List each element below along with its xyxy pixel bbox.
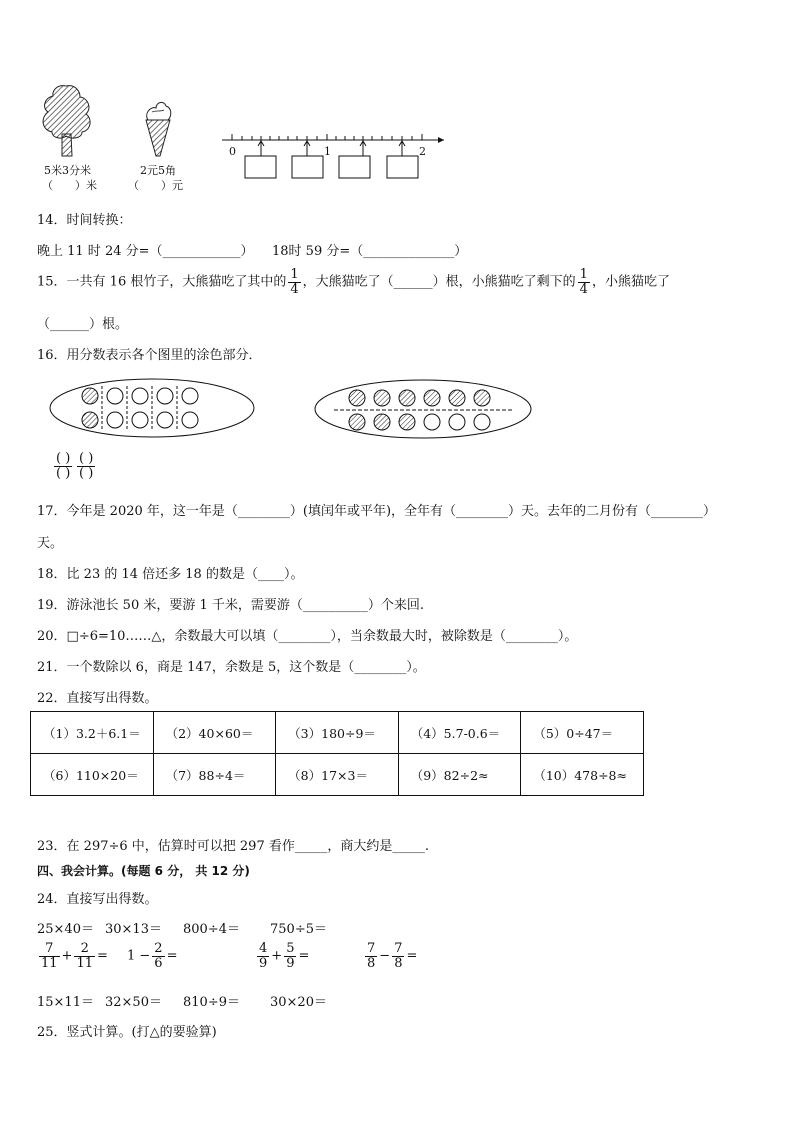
q24-frac xyxy=(74,942,95,970)
numberline-tick-1: 1 xyxy=(324,145,331,158)
q24-r3-4: 30×20＝ xyxy=(270,995,327,1010)
q14-title: 14．时间转换： xyxy=(37,213,132,228)
q24-frac-num: 7 xyxy=(394,941,403,956)
q24-frac-num: 7 xyxy=(367,941,376,956)
q16-answer-fraction-2 xyxy=(77,452,95,480)
q24-title: 24．直接写出得数。 xyxy=(37,892,158,907)
icecream-picture xyxy=(140,98,174,158)
table-cell: （6）110×20＝ xyxy=(31,754,154,796)
q17-text: 17．今年是 2020 年，这一年是（________）(填闰年或平年)，全年有（________）天。去年的二月份有（________） xyxy=(37,504,717,519)
table-row xyxy=(31,754,644,796)
table-cell: （2）40×60＝ xyxy=(153,712,276,754)
q16-answer-fraction-1 xyxy=(54,452,72,480)
q16-answer-1-den: ( ) xyxy=(56,465,71,481)
q24-frac xyxy=(152,942,164,970)
q16-answer-2-den: ( ) xyxy=(79,465,94,481)
number-line xyxy=(222,128,448,184)
q15-fraction-1-num: 1 xyxy=(290,267,299,282)
q24-frac-num: 4 xyxy=(259,941,268,956)
q24-r1-3: 800÷4＝ xyxy=(183,922,240,937)
q24-r3-2: 32×50＝ xyxy=(105,995,162,1010)
q24-frac-den: 9 xyxy=(286,955,295,971)
q23-text: 23．在 297÷6 中，估算时可以把 297 看作_____，商大约是_____. xyxy=(37,839,429,854)
q24-frac-num: 5 xyxy=(286,941,295,956)
q15-fraction-2-num: 1 xyxy=(579,267,588,282)
icecream-label: 2元5角 xyxy=(140,164,176,177)
q19-text: 19．游泳池长 50 米，要游 1 千米，需要游（__________）个来回. xyxy=(37,598,425,613)
q24-frac xyxy=(257,942,269,970)
table-cell: （4）5.7-0.6＝ xyxy=(398,712,521,754)
q17-cont: 天。 xyxy=(37,536,64,551)
q24-r2-a xyxy=(37,942,108,970)
q15-text-2: ，大熊猫吃了（______）根，小熊猫吃了剩下的 xyxy=(302,274,576,290)
q24-frac xyxy=(392,942,404,970)
table-cell: （7）88÷4＝ xyxy=(153,754,276,796)
q21-text: 21．一个数除以 6，商是 147，余数是 5，这个数是（________）。 xyxy=(37,660,426,675)
q24-frac-den: 6 xyxy=(154,955,163,971)
table-cell: （9）82÷2≈ xyxy=(398,754,521,796)
q24-frac-den: 8 xyxy=(394,955,403,971)
q24-op: + xyxy=(271,948,283,964)
numberline-tick-2: 2 xyxy=(419,145,426,158)
q24-frac-den: 11 xyxy=(76,955,93,971)
q16-answer-2-num: ( ) xyxy=(79,451,94,466)
q24-eq: = xyxy=(406,948,418,964)
q14-part-b: 18时 59 分=（______________） xyxy=(272,244,468,259)
q24-frac xyxy=(39,942,60,970)
numberline-tick-0: 0 xyxy=(229,145,236,158)
q25-text: 25．竖式计算。(打△的要验算) xyxy=(37,1025,217,1040)
q24-frac-num: 2 xyxy=(154,941,163,956)
q20-text: 20．□÷6=10……△，余数最大可以填（________），当余数最大时，被除数是（________）。 xyxy=(37,629,578,644)
q14-part-a: 晚上 11 时 24 分=（____________） xyxy=(37,244,254,259)
q24-eq: = xyxy=(298,948,310,964)
table-cell: （5）0÷47＝ xyxy=(521,712,644,754)
q24-r3-1: 15×11＝ xyxy=(37,995,94,1010)
q16-answer-2 xyxy=(75,452,97,480)
q24-eq: = xyxy=(166,948,178,964)
q24-frac xyxy=(284,942,296,970)
section4-title: 四、我会计算。(每题 6 分， 共 12 分) xyxy=(37,864,250,878)
icecream-answer: （ ）元 xyxy=(128,179,183,192)
q15-line2: （______）根。 xyxy=(37,317,129,332)
q15-text-3: ，小熊猫吃了 xyxy=(591,274,670,290)
q16-answer-1 xyxy=(52,452,74,480)
q24-frac-num: 7 xyxy=(39,942,60,957)
q16-answer-1-num: ( ) xyxy=(56,451,71,466)
q15-text-1: 15．一共有 16 根竹子，大熊猫吃了其中的 xyxy=(37,274,287,290)
q24-frac-den: 8 xyxy=(367,955,376,971)
tree-answer: （ ）米 xyxy=(42,179,97,192)
table-cell: （3）180÷9＝ xyxy=(276,712,399,754)
q16-figures xyxy=(44,376,544,442)
q24-r2-b xyxy=(127,942,177,970)
table-row xyxy=(31,712,644,754)
q24-r1-1: 25×40＝ xyxy=(37,922,94,937)
table-cell: （1）3.2＋6.1＝ xyxy=(31,712,154,754)
q24-frac-den: 9 xyxy=(259,955,268,971)
table-cell: （8）17×3＝ xyxy=(276,754,399,796)
q24-op: − xyxy=(379,948,391,964)
q24-r1-2: 30×13＝ xyxy=(105,922,162,937)
q24-frac-num: 2 xyxy=(74,942,95,957)
q24-frac-den: 11 xyxy=(41,955,58,971)
q24-r3-3: 810÷9＝ xyxy=(183,995,240,1010)
q24-eq: = xyxy=(97,948,108,964)
q24-r2-c xyxy=(255,942,309,970)
q15-fraction-1-den: 4 xyxy=(290,281,299,297)
q15-fraction-1 xyxy=(288,268,300,296)
q16-title: 16．用分数表示各个图里的涂色部分． xyxy=(37,348,262,363)
q24-frac xyxy=(365,942,377,970)
q15-line1 xyxy=(37,268,670,296)
q24-r1-4: 750÷5＝ xyxy=(270,922,327,937)
q15-fraction-2 xyxy=(578,268,590,296)
q22-table xyxy=(30,711,644,796)
q24-op: + xyxy=(61,948,73,964)
q22-title: 22．直接写出得数。 xyxy=(37,691,158,706)
q15-fraction-2-den: 4 xyxy=(579,281,588,297)
tree-picture xyxy=(38,82,94,160)
q24-op: 1 − xyxy=(127,948,151,964)
q24-r2-d xyxy=(363,942,417,970)
table-cell: （10）478÷8≈ xyxy=(521,754,644,796)
tree-label: 5米3分米 xyxy=(44,164,91,177)
q18-text: 18．比 23 的 14 倍还多 18 的数是（____）。 xyxy=(37,567,304,582)
